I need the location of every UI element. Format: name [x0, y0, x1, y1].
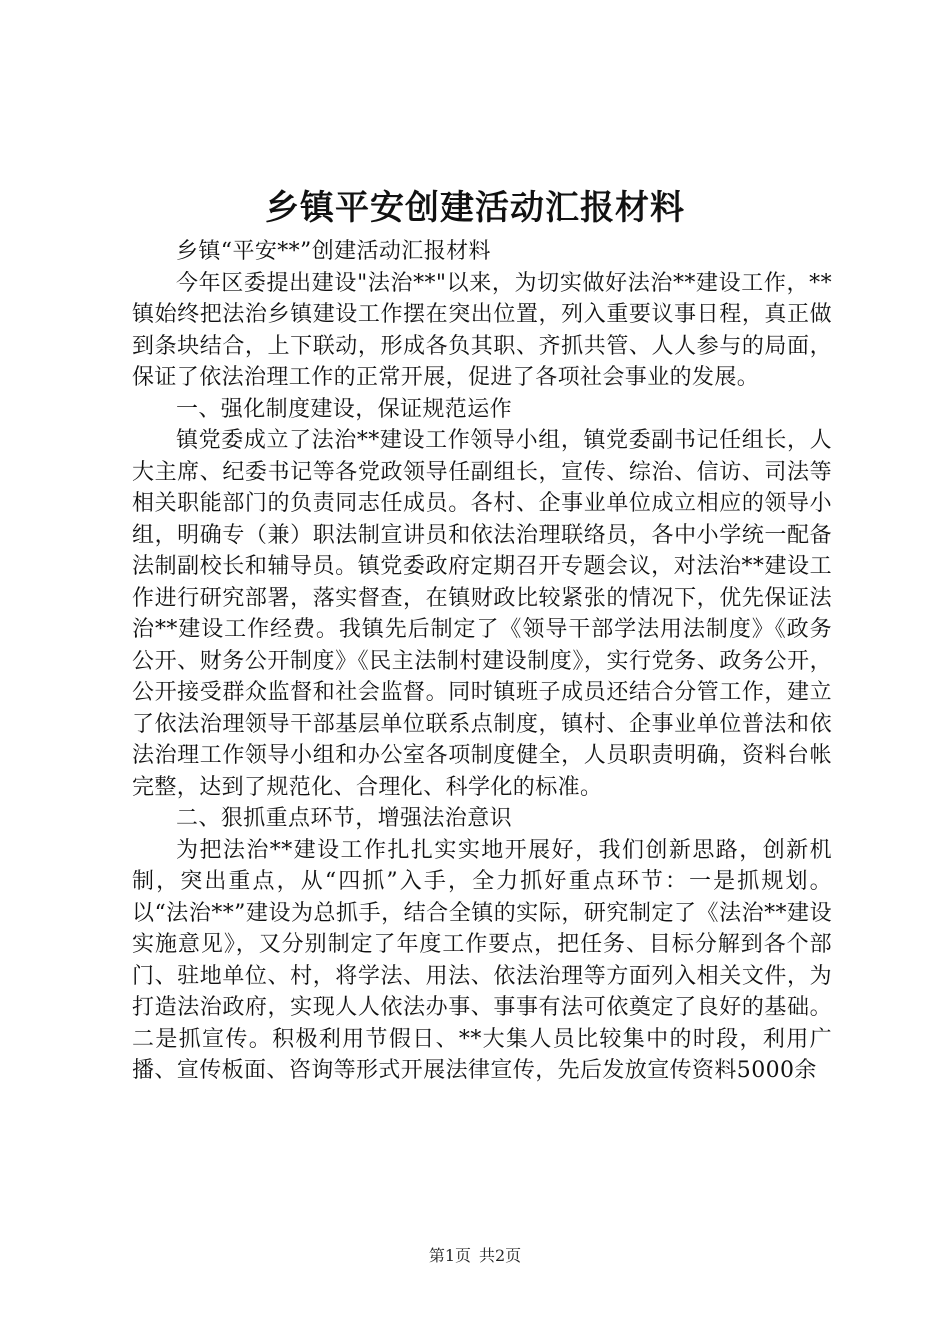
section-heading-1: 一、强化制度建设，保证规范运作 [176, 396, 513, 422]
paragraph-section-2: 为把法治**建设工作扎扎实实地开展好，我们创新思路，创新机制，突出重点，从“四抓”入手，全力抓好重点环节：一是抓规划。以“法治**”建设为总抓手，结合全镇的实际，研究制定了《法治**建设实施意见》，又分别制定了年度工作要点，把任务、目标分解到各个部门、驻地单位、村，将学法、用法、依法治理等方面列入相关文件，为打造法治政府，实现人人依法办事、事事有法可依奠定了良好的基础。二是抓宣传。积极利用节假日、**大集人员比较集中的时段，利用广播、宣传板面、咨询等形式开展法律宣传，先后发放宣传资料5000余 [132, 837, 832, 1083]
page-footer [0, 1246, 950, 1266]
paragraph-intro: 今年区委提出建设"法治**"以来，为切实做好法治**建设工作，**镇始终把法治乡镇建设工作摆在突出位置，列入重要议事日程，真正做到条块结合，上下联动，形成各负其职、齐抓共管、人人参与的局面，保证了依法治理工作的正常开展，促进了各项社会事业的发展。 [132, 270, 832, 390]
document-body [132, 236, 832, 1087]
section-heading-2: 二、狠抓重点环节，增强法治意识 [176, 806, 513, 831]
paragraph-section-1: 镇党委成立了法治**建设工作领导小组，镇党委副书记任组长，人大主席、纪委书记等各党政领导任副组长，宣传、综治、信访、司法等相关职能部门的负责同志任成员。各村、企事业单位成立相应的领导小组，明确专（兼）职法制宣讲员和依法治理联络员，各中小学统一配备法制副校长和辅导员。镇党委政府定期召开专题会议，对法治**建设工作进行研究部署，落实督查，在镇财政比较紧张的情况下，优先保证法治**建设工作经费。我镇先后制定了《领导干部学法用法制度》《政务公开、财务公开制度》《民主法制村建设制度》，实行党务、政务公开，公开接受群众监督和社会监督。同时镇班子成员还结合分管工作，建立了依法治理领导干部基层单位联系点制度，镇村、企事业单位普法和依法治理工作领导小组和办公室各项制度健全，人员职责明确，资料台帐完整，达到了规范化、合理化、科学化的标准。 [132, 428, 832, 800]
paragraph-subtitle: 乡镇“平安**”创建活动汇报材料 [176, 239, 491, 264]
document-title: 乡镇平安创建活动汇报材料 [265, 188, 685, 228]
page-total: 共2页 [479, 1246, 522, 1265]
page-number: 第1页 [428, 1246, 471, 1265]
